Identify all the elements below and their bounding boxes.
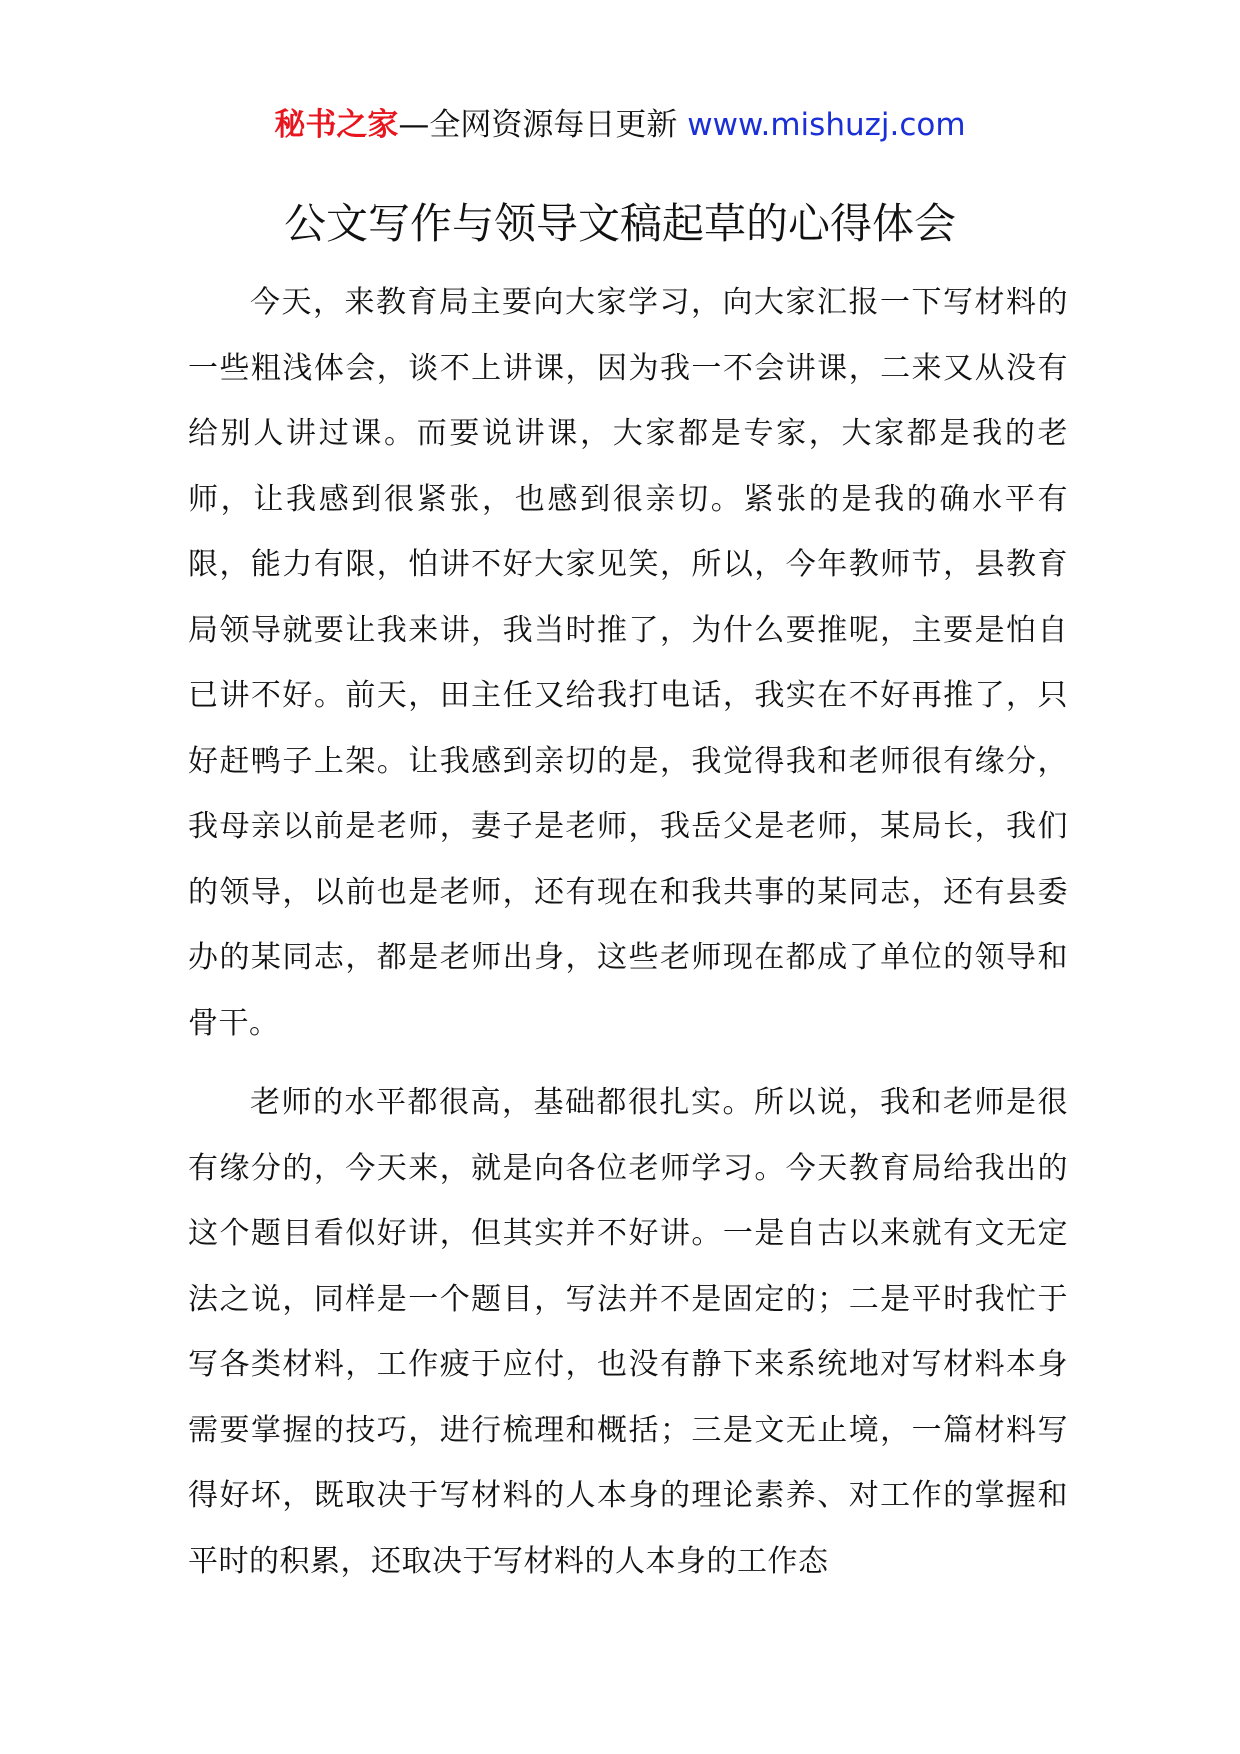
site-header <box>0 103 1240 147</box>
paragraph: 老师的水平都很高，基础都很扎实。所以说，我和老师是很有缘分的，今天来，就是向各位老师学习。今天教育局给我出的这个题目看似好讲，但其实并不好讲。一是自古以来就有文无定法之说，同样是一个题目，写法并不是固定的；二是平时我忙于写各类材料，工作疲于应付，也没有静下来系统地对写材料本身需要掌握的技巧，进行梳理和概括；三是文无止境，一篇材料写得好坏，既取决于写材料的人本身的理论素养、对工作的掌握和平时的积累，还取决于写材料的人本身的工作态 <box>188 1085 1068 1579</box>
document-body <box>188 270 1068 1594</box>
paragraph: 今天，来教育局主要向大家学习，向大家汇报一下写材料的一些粗浅体会，谈不上讲课，因为我一不会讲课，二来又从没有给别人讲过课。而要说讲课，大家都是专家，大家都是我的老师，让我感到很紧张，也感到很亲切。紧张的是我的确水平有限，能力有限，怕讲不好大家见笑，所以，今年教师节，县教育局领导就要让我来讲，我当时推了，为什么要推呢，主要是怕自已讲不好。前天，田主任又给我打电话，我实在不好再推了，只好赶鸭子上架。让我感到亲切的是，我觉得我和老师很有缘分，我母亲以前是老师，妻子是老师，我岳父是老师，某局长，我们的领导，以前也是老师，还有现在和我共事的某同志，还有县委办的某同志，都是老师出身，这些老师现在都成了单位的领导和骨干。 <box>188 285 1068 1041</box>
site-url-link[interactable]: www.mishuzj.com <box>687 107 966 143</box>
header-tagline: —全网资源每日更新 <box>398 107 678 143</box>
document-title: 公文写作与领导文稿起草的心得体会 <box>283 199 956 248</box>
brand-name: 秘书之家 <box>274 107 399 143</box>
